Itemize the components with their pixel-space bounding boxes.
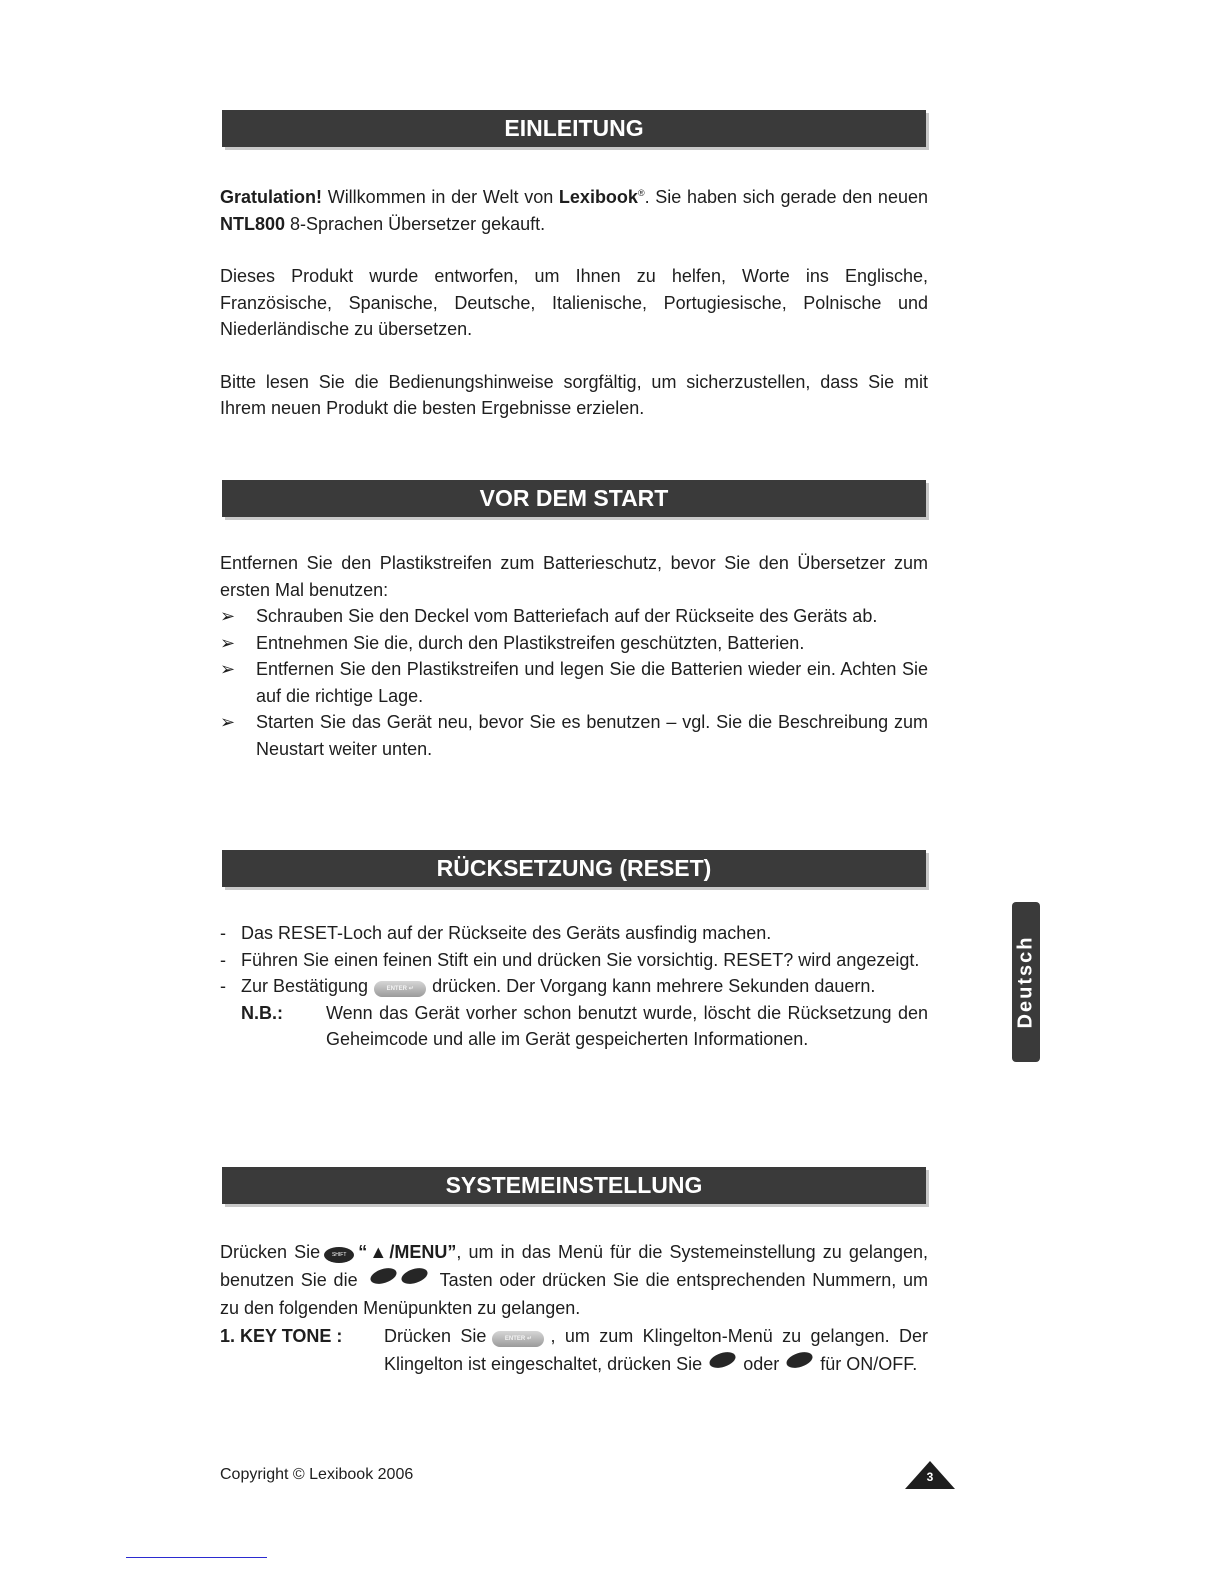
right-arrow-key-icon <box>399 1265 429 1287</box>
list-item <box>220 603 928 630</box>
footnote-line <box>126 1557 267 1558</box>
lexibook-brand: Lexibook <box>558 187 638 207</box>
arrow-bullet-icon: ➢ <box>220 712 236 732</box>
list-item <box>220 656 928 709</box>
arrow-keys-icon <box>368 1270 430 1290</box>
reset-body <box>220 920 928 1053</box>
key-tone-text-b: , um zum Klingelton-Menü zu gelangen. Der Klingelton ist eingeschaltet, drücken Sie <box>384 1326 928 1374</box>
list-item-text: Das RESET-Loch auf der Rückseite des Geräts ausfindig machen. <box>241 923 772 943</box>
nb-text: Wenn das Gerät vorher schon benutzt wurde, löscht die Rücksetzung den Geheimcode und alle im Gerät gespeicherten Informationen. <box>326 1002 928 1049</box>
list-item-text: Zur Bestätigung <box>241 976 369 996</box>
vor-dem-start-body <box>220 550 928 762</box>
arrow-bullet-icon: ➢ <box>220 659 236 679</box>
key-tone-text-a: Drücken Sie <box>384 1326 487 1346</box>
list-item <box>220 709 928 762</box>
shift-key-icon: SHIFT <box>324 1247 354 1263</box>
list-item-text: drücken. Der Vorgang kann mehrere Sekunden dauern. <box>432 976 876 996</box>
gratulation-text: Gratulation! <box>220 187 322 207</box>
language-side-tab <box>1012 902 1040 1062</box>
list-item-text: Starten Sie das Gerät neu, bevor Sie es benutzen – vgl. Sie die Beschreibung zum Neustart weiter unten. <box>256 712 928 759</box>
key-tone-text-d: für ON/OFF. <box>820 1354 918 1374</box>
list-item <box>220 947 928 974</box>
system-text-c: Tasten oder drücken Sie die entsprechenden Nummern, um zu den folgenden Menüpunkten zu gelangen. <box>220 1270 928 1318</box>
enter-key-icon: ENTER ↵ <box>374 981 426 997</box>
einleitung-paragraph-1 <box>220 180 928 237</box>
einleitung-body <box>220 180 928 422</box>
dash-bullet: - <box>220 976 226 996</box>
list-item-text: Entnehmen Sie die, durch den Plastikstreifen geschützten, Batterien. <box>256 632 805 653</box>
section-header-system: SYSTEMEINSTELLUNG <box>222 1167 926 1204</box>
list-item-text: Führen Sie einen feinen Stift ein und drücken Sie vorsichtig. RESET? wird angezeigt. <box>241 949 920 970</box>
list-item-text: Schrauben Sie den Deckel vom Batteriefach auf der Rückseite des Geräts ab. <box>256 606 878 626</box>
list-item-text: Entfernen Sie den Plastikstreifen und legen Sie die Batterien wieder ein. Achten Sie auf die richtige Lage. <box>256 659 928 706</box>
menu-key-label: “▲/MENU” <box>358 1242 457 1262</box>
list-item <box>220 973 928 1000</box>
arrow-bullet-icon: ➢ <box>220 632 236 653</box>
system-body <box>220 1238 928 1378</box>
intro-text-3: 8-Sprachen Übersetzer gekauft. <box>285 213 546 234</box>
system-text-a: Drücken Sie <box>220 1242 321 1262</box>
vor-dem-start-intro: Entfernen Sie den Plastikstreifen zum Batterieschutz, bevor Sie den Übersetzer zum ersten Mal benutzen: <box>220 553 928 600</box>
right-arrow-key-icon <box>785 1349 815 1371</box>
copyright-text: Copyright © Lexibook 2006 <box>220 1466 414 1483</box>
einleitung-paragraph-3: Bitte lesen Sie die Bedienungshinweise sorgfältig, um sicherzustellen, dass Sie mit Ihrem neuen Produkt die besten Ergebnisse erzielen. <box>220 371 928 418</box>
key-tone-label: 1. KEY TONE : <box>220 1326 343 1346</box>
list-item <box>220 630 928 657</box>
system-text-b: , um in das Menü für die Systemeinstellung zu gelangen, benutzen Sie die <box>220 1242 928 1290</box>
intro-text-2: . Sie haben sich gerade den neuen <box>644 187 928 207</box>
dash-bullet: - <box>220 923 226 943</box>
left-arrow-key-icon <box>708 1349 738 1371</box>
arrow-bullet-icon: ➢ <box>220 606 236 626</box>
page-number: 3 <box>926 1470 934 1484</box>
section-header-vor-dem-start: VOR DEM START <box>222 480 926 517</box>
dash-bullet: - <box>220 949 226 970</box>
language-side-tab-label: Deutsch <box>1014 935 1037 1029</box>
page-number-badge <box>904 1460 956 1490</box>
nb-label: N.B.: <box>241 1002 283 1023</box>
registered-mark: ® <box>637 188 645 198</box>
system-paragraph <box>220 1238 928 1322</box>
list-item <box>220 920 928 947</box>
enter-key-icon: ENTER ↵ <box>492 1331 544 1347</box>
section-header-einleitung: EINLEITUNG <box>222 110 926 147</box>
key-tone-row <box>220 1322 928 1378</box>
key-tone-text-c: oder <box>743 1354 780 1374</box>
nb-note <box>241 1000 928 1053</box>
section-header-reset: RÜCKSETZUNG (RESET) <box>222 850 926 887</box>
einleitung-paragraph-2: Dieses Produkt wurde entworfen, um Ihnen zu helfen, Worte ins Englische, Französische, Spanische, Deutsche, Italienische, Portugiesische, Polnische und Niederländische zu übersetzen. <box>220 266 928 339</box>
intro-text-1: Willkommen in der Welt von <box>322 187 559 207</box>
model-name: NTL800 <box>220 213 286 234</box>
left-arrow-key-icon <box>368 1265 398 1287</box>
